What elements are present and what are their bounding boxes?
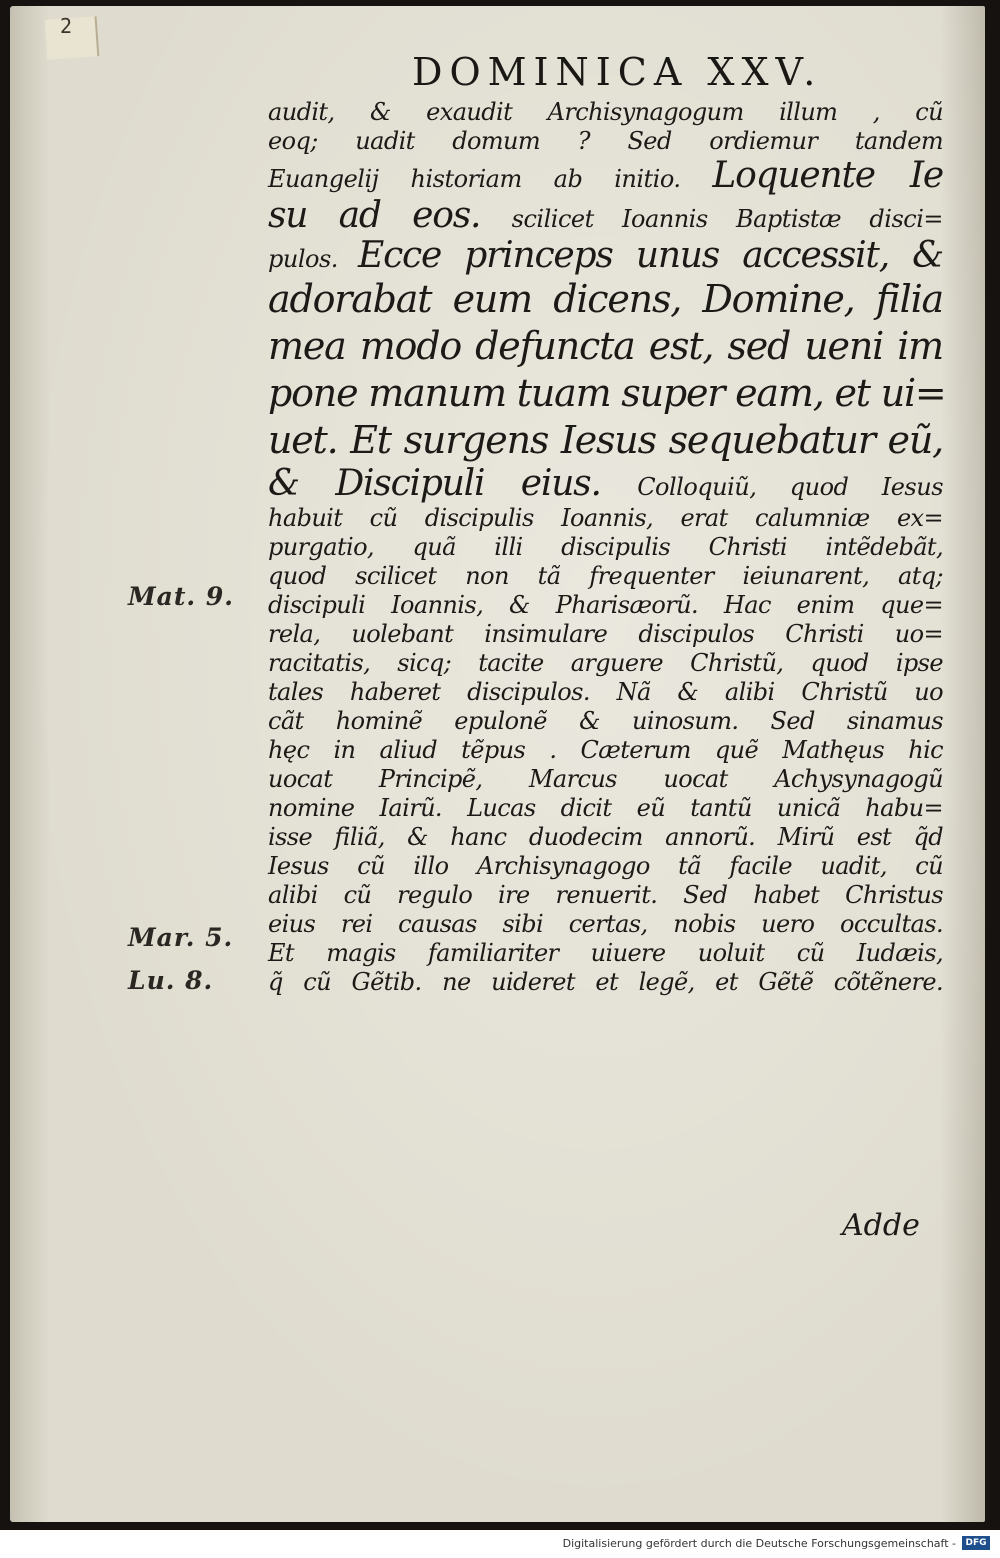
commentary-text: rela, uolebant insimulare discipulos Christi uo=	[268, 620, 943, 648]
scripture-text: & Discipuli eius.	[268, 463, 638, 504]
text-line	[268, 649, 943, 678]
scripture-text: pone manum tuam super eam, et ui=	[268, 371, 946, 415]
commentary-text: hęc in aliud tẽpus . Cæterum quẽ Mathęus hic	[268, 736, 943, 764]
text-line	[268, 533, 943, 562]
dfg-logo: DFG	[962, 1536, 990, 1550]
scripture-text: adorabat eum dicens, Domine, filia	[268, 277, 943, 321]
footer-bar	[0, 1530, 1000, 1558]
commentary-text: Iesus cũ illo Archisynagogo tã facile uadit, cũ	[268, 852, 943, 880]
text-line	[268, 127, 943, 156]
commentary-text: purgatio, quã illi discipulis Christi intẽdebãt,	[268, 533, 943, 561]
text-line	[268, 620, 943, 649]
text-line	[268, 276, 943, 323]
catchword: Adde	[842, 1208, 920, 1243]
commentary-text: Colloquiũ, quod Iesus	[637, 473, 944, 501]
text-line	[268, 156, 943, 196]
margin-note-lu: Lu. 8.	[128, 966, 214, 995]
text-line	[268, 98, 943, 127]
running-head: DOMINICA XXV.	[412, 50, 823, 94]
scripture-text: mea modo defuncta est, sed ueni im	[268, 324, 943, 368]
scripture-text: Loquente Ie	[712, 155, 943, 196]
commentary-text: audit, & exaudit Archisynagogum illum , cũ	[268, 98, 943, 126]
margin-note-mar: Mar. 5.	[128, 923, 234, 952]
commentary-text: racitatis, sicq; tacite arguere Christũ, quod ipse	[268, 649, 943, 677]
text-line	[268, 968, 943, 997]
scripture-text: Ecce princeps unus accessit, &	[357, 235, 943, 276]
scripture-text: uet. Et surgens Iesus sequebatur eũ,	[268, 418, 943, 462]
text-line	[268, 823, 943, 852]
commentary-text: nomine Iairũ. Lucas dicit eũ tantũ unicã habu=	[268, 794, 943, 822]
commentary-text: isse filiã, & hanc duodecim annorũ. Mirũ est q̃d	[268, 823, 943, 851]
commentary-text: q̃ cũ Gẽtib. ne uideret et legẽ, et Gẽtẽ cõtẽnere.	[268, 968, 943, 996]
text-line	[268, 323, 943, 370]
corner-mark: 2	[60, 14, 73, 38]
text-line	[268, 562, 943, 591]
commentary-text: pulos.	[268, 245, 358, 273]
body-text	[268, 98, 946, 997]
funding-credit: Digitalisierung gefördert durch die Deutsche Forschungsgemeinschaft -	[562, 1537, 956, 1550]
text-line	[268, 707, 943, 736]
text-line	[268, 196, 943, 236]
commentary-text: quod scilicet non tã frequenter ieiunarent, atq;	[268, 562, 943, 590]
commentary-text: Euangelij historiam ab initio.	[268, 165, 713, 193]
commentary-text: uocat Principẽ, Marcus uocat Achysynagogũ	[268, 765, 943, 793]
margin-note-mat: Mat. 9.	[128, 582, 234, 611]
text-line	[268, 417, 943, 464]
commentary-text: alibi cũ regulo ire renuerit. Sed habet Christus	[268, 881, 943, 909]
commentary-text: cãt hominẽ epulonẽ & uinosum. Sed sinamus	[268, 707, 943, 735]
text-line	[268, 464, 943, 504]
commentary-text: discipuli Ioannis, & Pharisæorũ. Hac enim que=	[268, 591, 943, 619]
text-line	[268, 591, 943, 620]
commentary-text: habuit cũ discipulis Ioannis, erat calumniæ ex=	[268, 504, 943, 532]
text-line	[268, 794, 943, 823]
commentary-text: tales haberet discipulos. Nã & alibi Christũ uo	[268, 678, 943, 706]
text-line	[268, 504, 943, 533]
text-line	[268, 852, 943, 881]
text-line	[268, 881, 943, 910]
text-line	[268, 736, 943, 765]
commentary-text: eoq; uadit domum ? Sed ordiemur tandem	[268, 127, 943, 155]
text-line	[268, 910, 943, 939]
text-line	[268, 236, 943, 276]
text-line	[268, 765, 943, 794]
commentary-text: scilicet Ioannis Baptistæ disci=	[511, 205, 943, 233]
text-line	[268, 678, 943, 707]
text-line	[268, 939, 943, 968]
scripture-text: su ad eos.	[268, 195, 512, 236]
commentary-text: Et magis familiariter uiuere uoluit cũ Iudæis,	[268, 939, 943, 967]
commentary-text: eius rei causas sibi certas, nobis uero occultas.	[268, 910, 943, 938]
text-line	[268, 370, 946, 417]
